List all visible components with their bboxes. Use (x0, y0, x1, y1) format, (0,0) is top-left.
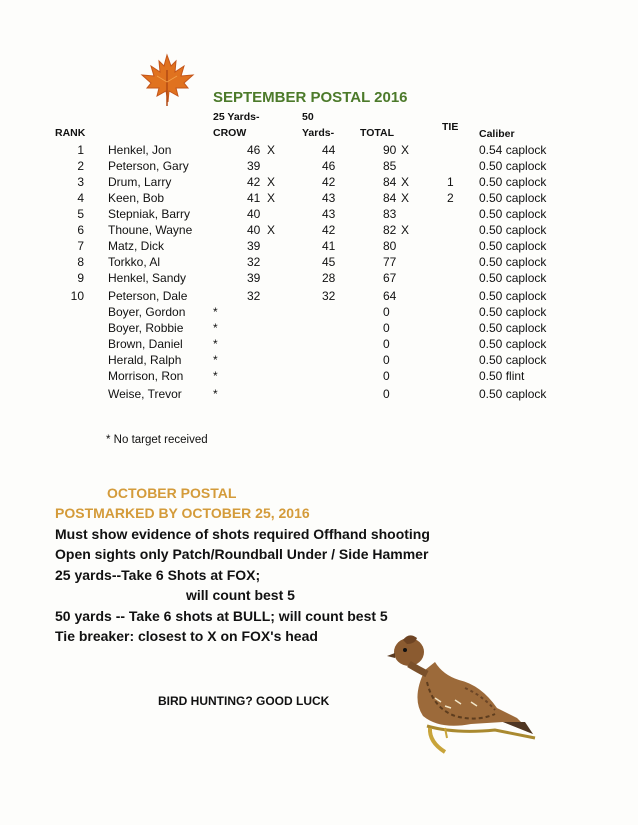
header-crow: CROW (213, 127, 247, 139)
no-target-mark: * (213, 387, 218, 401)
total-cell: 82 (383, 223, 397, 237)
footnote: * No target received (106, 434, 208, 446)
total-cell: 83 (383, 207, 397, 221)
rank-cell: 2 (77, 159, 84, 173)
caliber-cell: 0.50 caplock (479, 207, 547, 221)
rank-cell: 6 (77, 223, 84, 237)
table-row (0, 289, 638, 305)
postmark-deadline: POSTMARKED BY OCTOBER 25, 2016 (55, 505, 310, 521)
name-cell: Boyer, Gordon (108, 305, 186, 319)
x-total-cell: X (401, 143, 410, 157)
name-cell: Thoune, Wayne (108, 223, 193, 237)
table-row (0, 175, 638, 191)
table-row (0, 271, 638, 287)
caliber-cell: 0.50 caplock (479, 337, 547, 351)
page-title: SEPTEMBER POSTAL 2016 (213, 89, 408, 106)
score-50-cell: 42 (322, 223, 336, 237)
name-cell: Morrison, Ron (108, 369, 184, 383)
header-50: 50 (302, 111, 314, 123)
score-25-cell: 39 (247, 159, 261, 173)
caliber-cell: 0.50 caplock (479, 271, 547, 285)
table-row (0, 305, 638, 321)
header-caliber: Caliber (479, 128, 515, 140)
caliber-cell: 0.50 caplock (479, 387, 547, 401)
score-25-cell: 39 (247, 271, 261, 285)
caliber-cell: 0.54 caplock (479, 143, 547, 157)
caliber-cell: 0.50 caplock (479, 289, 547, 303)
x-total-cell: X (401, 223, 410, 237)
no-target-mark: * (213, 369, 218, 383)
caliber-cell: 0.50 caplock (479, 321, 547, 335)
table-row (0, 223, 638, 239)
caliber-cell: 0.50 caplock (479, 175, 547, 189)
rank-cell: 7 (77, 239, 84, 253)
maple-leaf-icon (138, 52, 196, 108)
no-target-mark: * (213, 321, 218, 335)
score-25-cell: 40 (247, 207, 261, 221)
rank-cell: 10 (70, 289, 84, 303)
rank-cell: 8 (77, 255, 84, 269)
x-25-cell: X (267, 143, 276, 157)
caliber-cell: 0.50 caplock (479, 223, 547, 237)
table-row (0, 321, 638, 337)
name-cell: Weise, Trevor (108, 387, 182, 401)
header-tie: TIE (442, 121, 459, 133)
rule-line: 25 yards--Take 6 Shots at FOX; (55, 567, 261, 583)
no-target-mark: * (213, 353, 218, 367)
rank-cell: 1 (77, 143, 84, 157)
tie-cell: 1 (447, 175, 454, 189)
total-cell: 77 (383, 255, 397, 269)
score-25-cell: 39 (247, 239, 261, 253)
score-50-cell: 32 (322, 289, 336, 303)
table-row (0, 159, 638, 175)
total-cell: 0 (383, 321, 390, 335)
table-row (0, 207, 638, 223)
no-target-mark: * (213, 337, 218, 351)
caliber-cell: 0.50 caplock (479, 305, 547, 319)
name-cell: Keen, Bob (108, 191, 165, 205)
total-cell: 85 (383, 159, 397, 173)
score-50-cell: 42 (322, 175, 336, 189)
rule-line: Open sights only Patch/Roundball Under / Side Hammer (55, 546, 429, 562)
x-25-cell: X (267, 175, 276, 189)
score-50-cell: 46 (322, 159, 336, 173)
table-row (0, 369, 638, 385)
name-cell: Peterson, Gary (108, 159, 189, 173)
rank-cell: 3 (77, 175, 84, 189)
caliber-cell: 0.50 caplock (479, 353, 547, 367)
rule-line: Must show evidence of shots required Offhand shooting (55, 526, 430, 542)
total-cell: 80 (383, 239, 397, 253)
name-cell: Drum, Larry (108, 175, 172, 189)
table-row (0, 353, 638, 369)
score-25-cell: 46 (247, 143, 261, 157)
rule-line: 50 yards -- Take 6 shots at BULL; will count best 5 (55, 608, 388, 624)
name-cell: Peterson, Dale (108, 289, 188, 303)
grouse-bird-illustration (385, 630, 545, 758)
score-25-cell: 41 (247, 191, 261, 205)
rule-line: Tie breaker: closest to X on FOX's head (55, 628, 318, 644)
x-total-cell: X (401, 191, 410, 205)
score-50-cell: 43 (322, 207, 336, 221)
score-25-cell: 32 (247, 289, 261, 303)
name-cell: Stepniak, Barry (108, 207, 191, 221)
total-cell: 67 (383, 271, 397, 285)
october-heading: OCTOBER POSTAL (107, 485, 237, 501)
header-rank: RANK (55, 127, 86, 139)
table-row (0, 191, 638, 207)
total-cell: 0 (383, 387, 390, 401)
table-row (0, 337, 638, 353)
x-25-cell: X (267, 223, 276, 237)
caliber-cell: 0.50 caplock (479, 159, 547, 173)
table-row (0, 255, 638, 271)
score-50-cell: 44 (322, 143, 336, 157)
total-cell: 0 (383, 369, 390, 383)
caliber-cell: 0.50 caplock (479, 255, 547, 269)
name-cell: Torkko, Al (108, 255, 161, 269)
rank-cell: 9 (77, 271, 84, 285)
total-cell: 0 (383, 337, 390, 351)
name-cell: Herald, Ralph (108, 353, 182, 367)
tie-cell: 2 (447, 191, 454, 205)
header-25yards: 25 Yards- (213, 111, 260, 123)
score-25-cell: 40 (247, 223, 261, 237)
total-cell: 64 (383, 289, 397, 303)
score-25-cell: 32 (247, 255, 261, 269)
total-cell: 84 (383, 191, 397, 205)
table-row (0, 239, 638, 255)
score-50-cell: 28 (322, 271, 336, 285)
rule-line: will count best 5 (186, 587, 295, 603)
caliber-cell: 0.50 caplock (479, 191, 547, 205)
rank-cell: 5 (77, 207, 84, 221)
total-cell: 0 (383, 305, 390, 319)
score-50-cell: 45 (322, 255, 336, 269)
score-50-cell: 43 (322, 191, 336, 205)
name-cell: Boyer, Robbie (108, 321, 184, 335)
name-cell: Henkel, Jon (108, 143, 172, 157)
caliber-cell: 0.50 caplock (479, 239, 547, 253)
score-50-cell: 41 (322, 239, 336, 253)
table-row (0, 143, 638, 159)
header-total: TOTAL (360, 127, 395, 139)
total-cell: 0 (383, 353, 390, 367)
total-cell: 90 (383, 143, 397, 157)
header-50yards: Yards- (302, 127, 335, 139)
caliber-cell: 0.50 flint (479, 369, 525, 383)
table-row (0, 387, 638, 403)
score-25-cell: 42 (247, 175, 261, 189)
name-cell: Brown, Daniel (108, 337, 183, 351)
no-target-mark: * (213, 305, 218, 319)
closing-message: BIRD HUNTING? GOOD LUCK (158, 694, 330, 708)
name-cell: Henkel, Sandy (108, 271, 187, 285)
rank-cell: 4 (77, 191, 84, 205)
name-cell: Matz, Dick (108, 239, 165, 253)
total-cell: 84 (383, 175, 397, 189)
x-25-cell: X (267, 191, 276, 205)
x-total-cell: X (401, 175, 410, 189)
